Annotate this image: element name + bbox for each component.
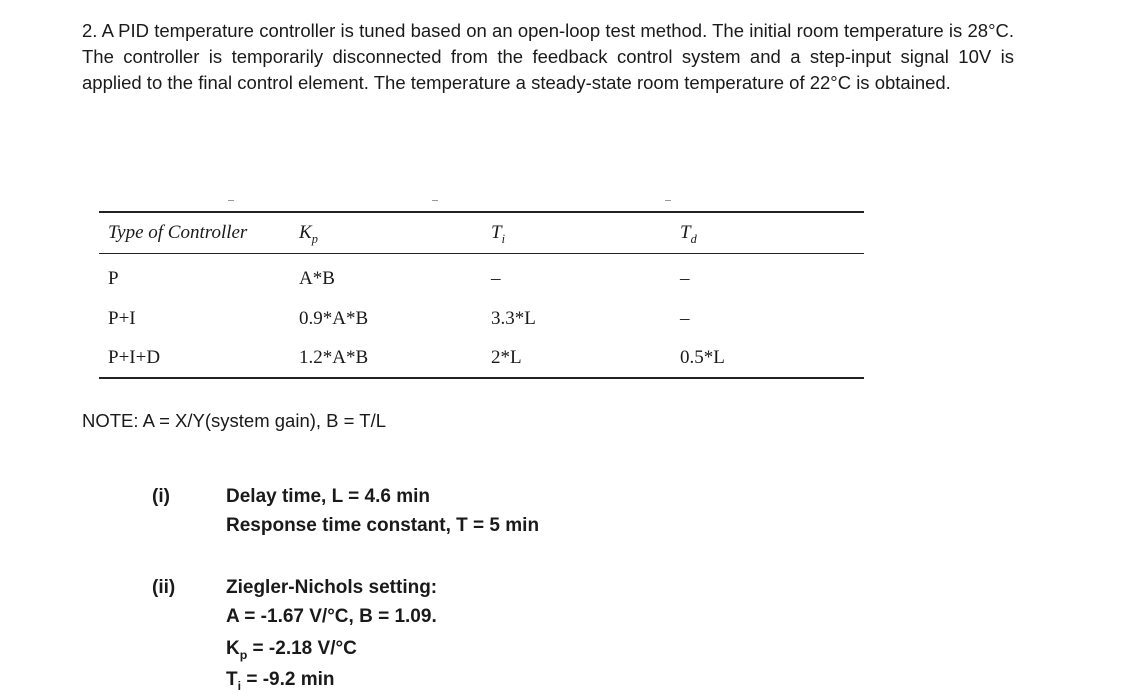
item-label-ii: (ii) bbox=[152, 577, 176, 598]
header-ti: $T_i$ bbox=[491, 222, 506, 246]
table-top-rule bbox=[99, 211, 864, 213]
table-cell: – bbox=[680, 268, 690, 289]
header-kp: $K_p$ bbox=[299, 222, 318, 246]
zn-setting-line: Ziegler-Nichols setting: bbox=[226, 577, 438, 598]
table-artifact-mark bbox=[228, 200, 234, 201]
table-bottom-rule bbox=[99, 377, 864, 379]
table-cell: 1.2*A*B bbox=[299, 347, 369, 368]
table-artifact-mark bbox=[665, 200, 671, 201]
table-cell: 2*L bbox=[491, 347, 522, 368]
ti-value-line: $T_i = -9.2$ min bbox=[226, 669, 335, 693]
a-b-values-line: A = -1.67 V/°C, B = 1.09. bbox=[226, 606, 437, 627]
table-cell: – bbox=[491, 268, 501, 289]
kp-value-line: $K_p = -2.18$ V/°C bbox=[226, 638, 357, 662]
table-cell: P+I bbox=[108, 308, 136, 329]
header-td: $T_d$ bbox=[680, 222, 697, 246]
note-text: NOTE: A = X/Y(system gain), B = T/L bbox=[82, 410, 386, 431]
table-cell: 0.9*A*B bbox=[299, 308, 369, 329]
table-header-rule bbox=[99, 253, 864, 254]
table-cell: P+I+D bbox=[108, 347, 161, 368]
table-cell: P bbox=[108, 268, 119, 289]
header-controller-type: Type of Controller bbox=[108, 222, 248, 243]
table-cell: 0.5*L bbox=[680, 347, 725, 368]
table-cell: 3.3*L bbox=[491, 308, 536, 329]
table-artifact-mark bbox=[432, 200, 438, 201]
item-label-i: (i) bbox=[152, 486, 170, 507]
delay-time-line: Delay time, L = 4.6 min bbox=[226, 486, 430, 507]
table-cell: – bbox=[680, 308, 690, 329]
table-cell: A*B bbox=[299, 268, 335, 289]
time-constant-line: Response time constant, T = 5 min bbox=[226, 515, 540, 536]
problem-statement: 2. A PID temperature controller is tuned based on an open-loop test method. The initial room temperature is 28°C. The controller is temporarily disconnected from the feedback control system and a step-input signal 10V is applied to the final control element. The temperature a steady-state room temperature of 22°C is obtained. bbox=[82, 20, 1014, 93]
